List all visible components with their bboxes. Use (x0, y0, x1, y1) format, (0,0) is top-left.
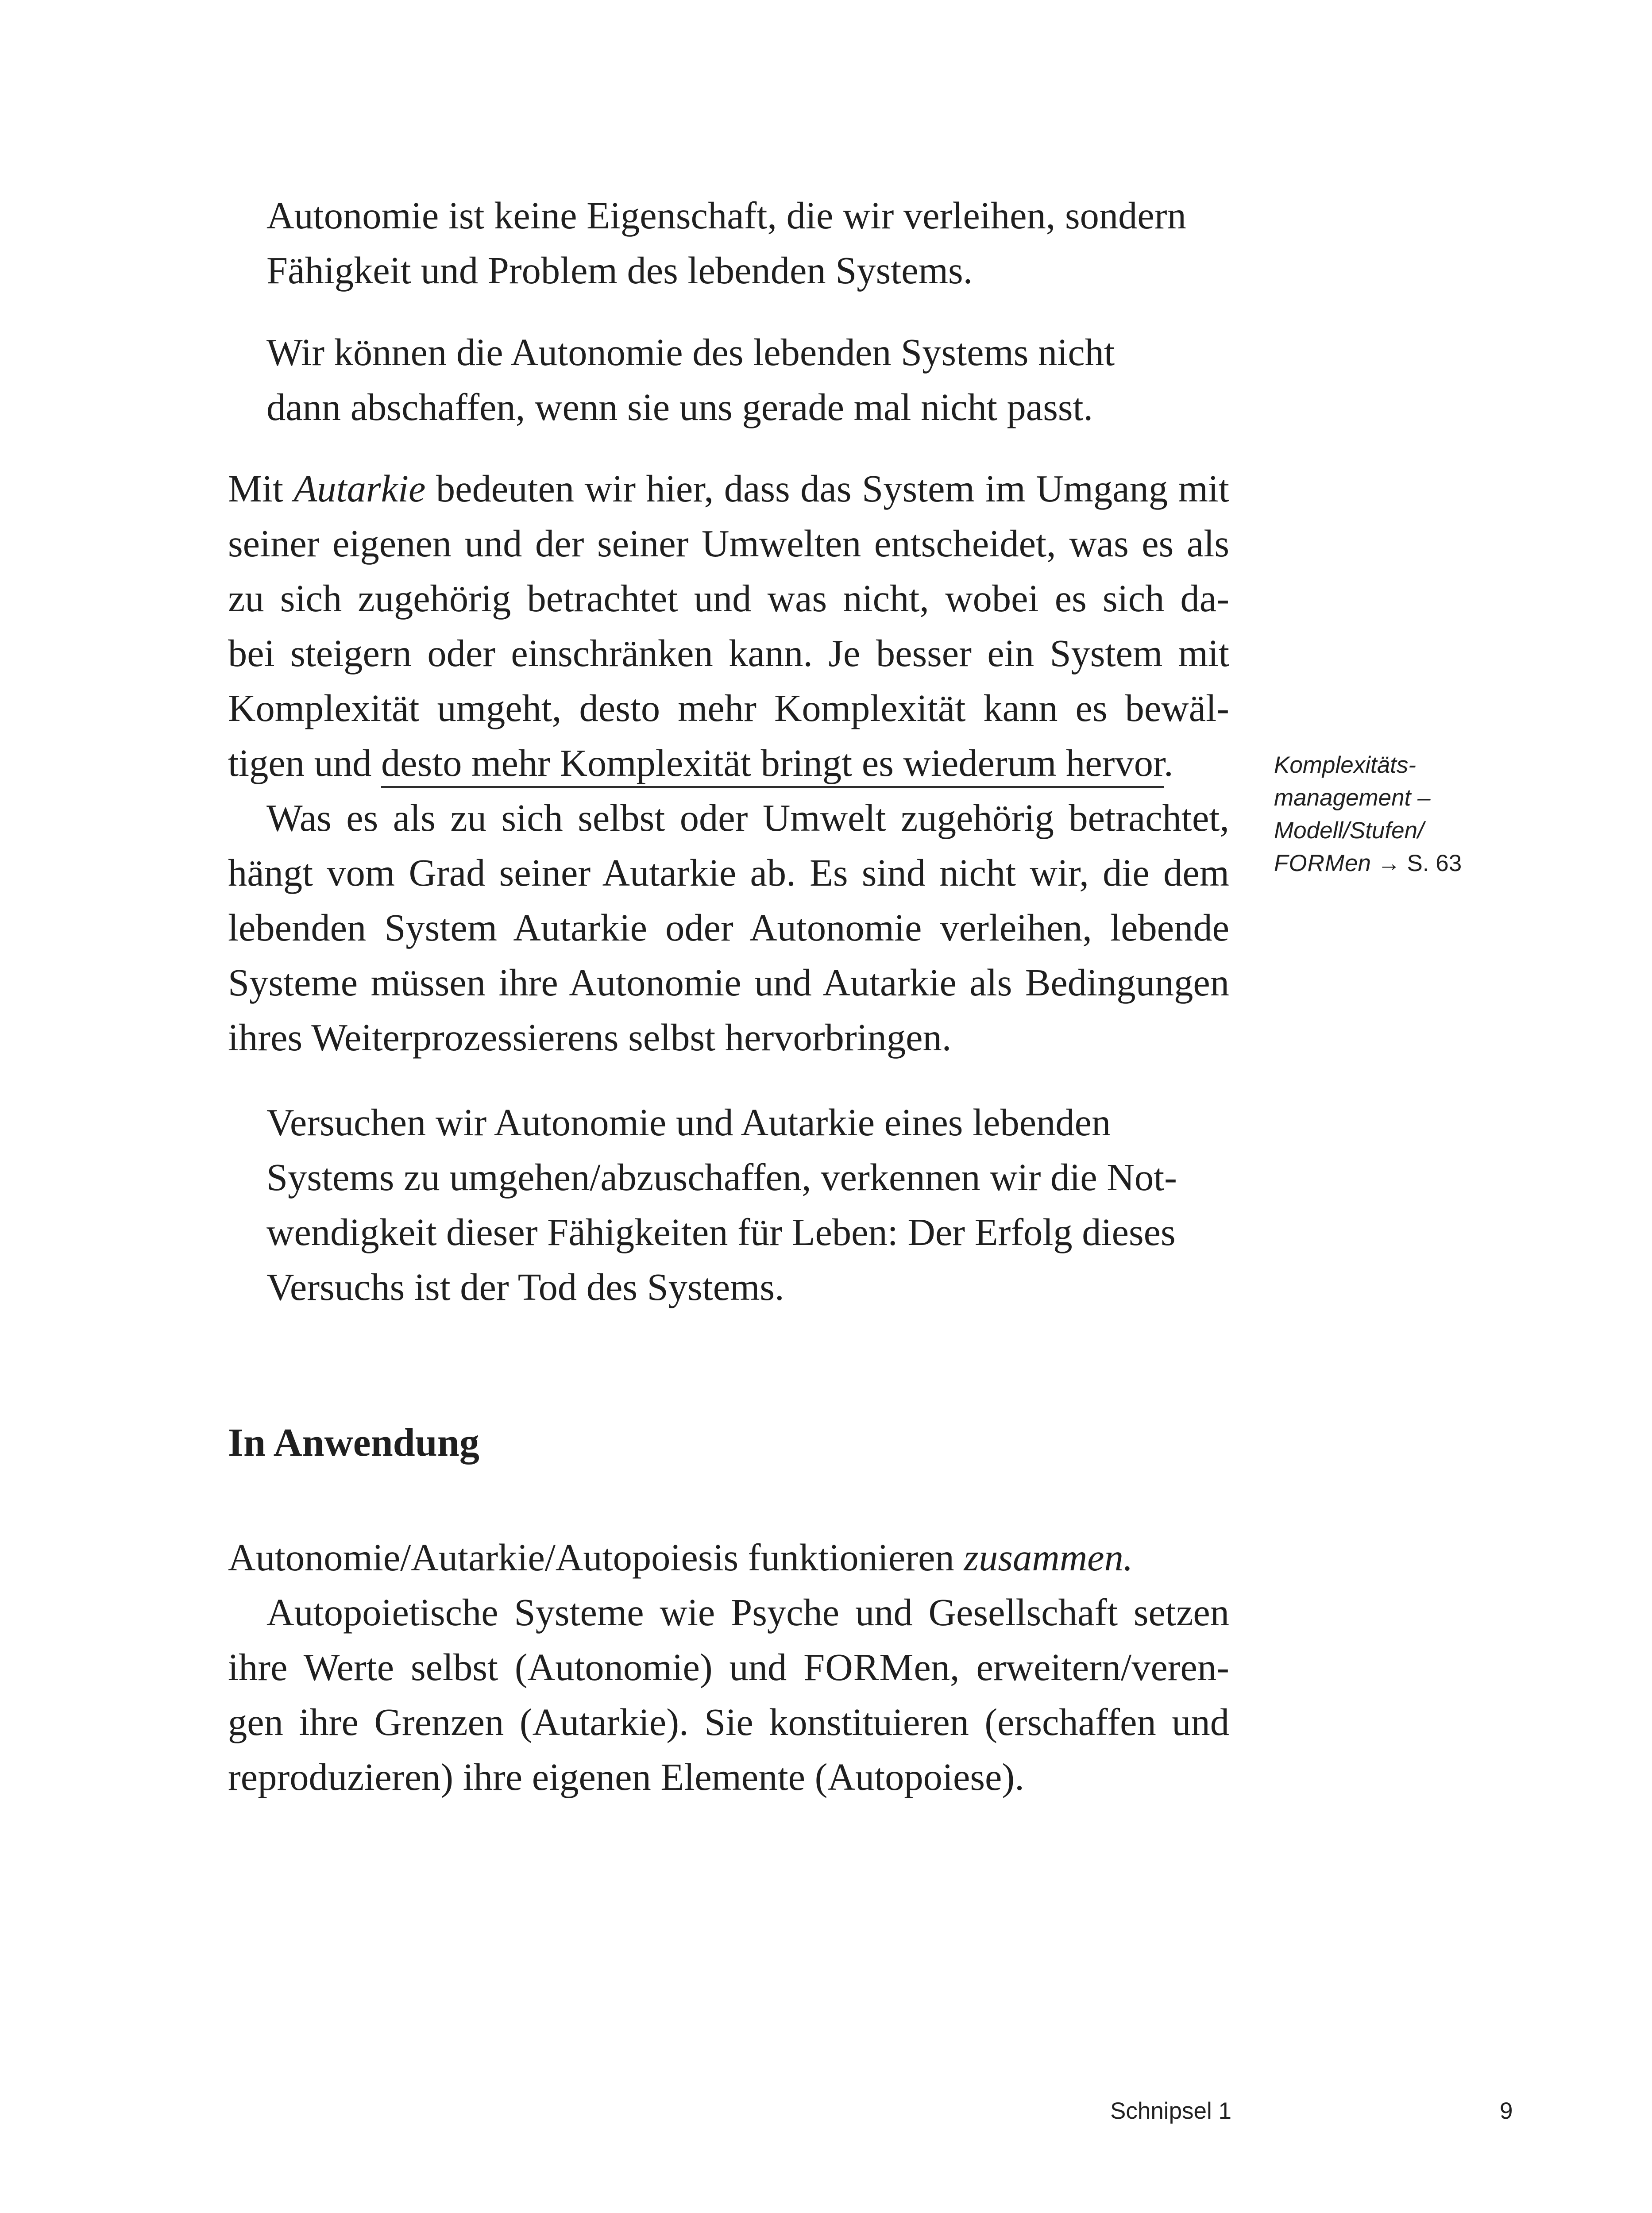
term-formen: FORM (803, 1646, 914, 1689)
term-autarkie: Autarkie (293, 467, 426, 510)
quote-line: Autonomie ist keine Eigenschaft, die wir verleihen, sondern (266, 194, 1186, 237)
margin-note-line: FORMen → S. 63 (1274, 850, 1462, 876)
margin-note-line: Komplexitäts- (1274, 752, 1417, 778)
running-footer-title: Schnipsel 1 (1110, 2098, 1232, 2124)
paragraph-line: bei steigern oder einschränken kann. Je besser ein System mit (228, 632, 1229, 675)
paragraph-line: hängt vom Grad seiner Autarkie ab. Es sind nicht wir, die dem (228, 852, 1229, 894)
quote-line: Versuchs ist der Tod des Systems. (266, 1266, 784, 1308)
paragraph-line: zu sich zugehörig betrachtet und was nicht, wobei es sich da- (228, 577, 1229, 620)
paragraph-line: Autopoietische Systeme wie Psyche und Gesellschaft setzen (266, 1591, 1229, 1634)
page-reference[interactable]: S. 63 (1407, 850, 1462, 876)
paragraph-line: tigen und desto mehr Komplexität bringt es wiederum hervor. (228, 736, 1229, 790)
paragraph-together (228, 1530, 1229, 1585)
term-formen-note: FORM (1274, 850, 1345, 876)
section-heading-in-anwendung: In Anwendung (228, 1421, 479, 1465)
quote-block-abolish-consequence (266, 1095, 1218, 1315)
quote-line: Fähigkeit und Problem des lebenden Systems. (266, 249, 973, 292)
paragraph-line: Komplexität umgeht, desto mehr Komplexität kann es bewäl- (228, 687, 1229, 729)
quote-line: Systems zu umgehen/abzuschaffen, verkennen wir die Not- (266, 1156, 1177, 1199)
paragraph-autarkie-degree (228, 790, 1229, 1065)
quote-line: wendigkeit dieser Fähigkeiten für Leben: Der Erfolg dieses (266, 1211, 1176, 1253)
margin-note-cross-reference[interactable] (1274, 749, 1504, 880)
quote-line: Versuchen wir Autonomie und Autarkie eines lebenden (266, 1101, 1111, 1144)
margin-note-line: Modell/Stufen/ (1274, 817, 1424, 844)
quote-block-autonomy-abolish (266, 325, 1218, 435)
page-number: 9 (1500, 2098, 1513, 2124)
paragraph-line: gen ihre Grenzen (Autarkie). Sie konstituieren (erschaffen und (228, 1701, 1229, 1743)
term-zusammen: zusammen. (964, 1536, 1133, 1579)
paragraph-autarkie-definition (228, 461, 1229, 790)
quote-line: Wir können die Autonomie des lebenden Systems nicht (266, 331, 1115, 374)
paragraph-line: seiner eigenen und der seiner Umwelten entscheidet, was es als (228, 522, 1229, 565)
margin-note-line: management – (1274, 785, 1431, 811)
paragraph-autopoietic-systems (228, 1585, 1229, 1804)
paragraph-line: Mit Autarkie bedeuten wir hier, dass das System im Umgang mit (228, 467, 1229, 510)
quote-block-autonomy-property (266, 188, 1218, 298)
paragraph-line: reproduzieren) ihre eigenen Elemente (Autopoiese). (228, 1756, 1024, 1798)
paragraph-line: Autonomie/Autarkie/Autopoiesis funktionieren zusammen. (228, 1536, 1133, 1579)
complexity-cross-reference-link[interactable]: desto mehr Komplexität bringt es wiederum hervor (381, 742, 1164, 788)
arrow-right-icon: → (1377, 851, 1401, 876)
quote-line: dann abschaffen, wenn sie uns gerade mal nicht passt. (266, 386, 1093, 428)
paragraph-line: lebenden System Autarkie oder Autonomie verleihen, lebende (228, 906, 1229, 949)
paragraph-line: Systeme müssen ihre Autonomie und Autarkie als Bedingungen (228, 961, 1229, 1004)
paragraph-line: ihres Weiterprozessierens selbst hervorbringen. (228, 1016, 952, 1059)
paragraph-line: Was es als zu sich selbst oder Umwelt zugehörig betrachtet, (266, 797, 1229, 839)
paragraph-line: ihre Werte selbst (Autonomie) und FORMen, erweitern/veren- (228, 1646, 1229, 1689)
